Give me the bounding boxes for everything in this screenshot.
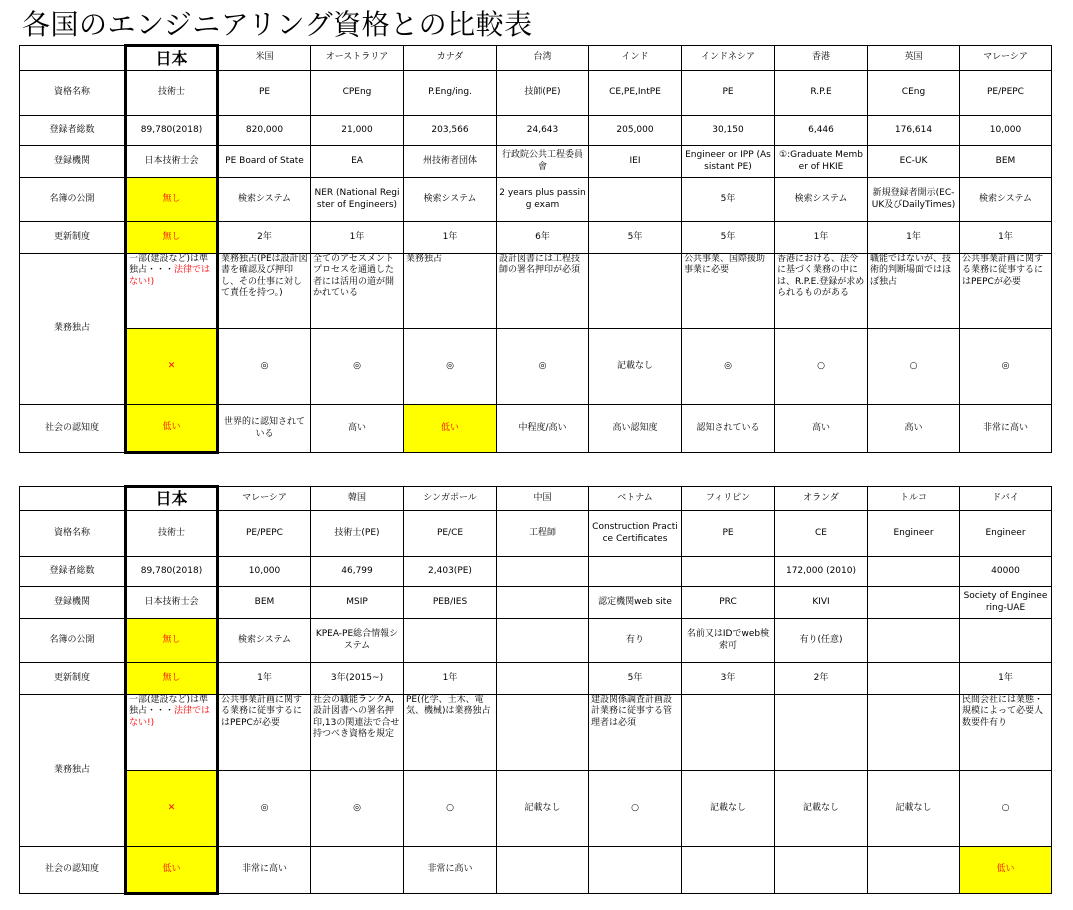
row-org [20,146,1052,178]
cell-symbol: ○ [589,771,682,847]
cell-name: R.P.E [775,71,868,116]
cell-public: 検索システム [775,178,868,222]
cell-public [960,619,1052,663]
cell-country: ドバイ [960,487,1052,511]
japan-cross-icon: ✕ [126,329,218,405]
cell-country: ベトナム [589,487,682,511]
japan-cross-icon: ✕ [126,771,218,847]
cell-org: 認定機関web site [589,587,682,619]
row-org [20,587,1052,619]
cell-name: CEng [868,71,960,116]
cell-renewal: 3年(2015~) [311,663,404,695]
cell-name: PE/PEPC [218,511,311,557]
cell-country: マレーシア [218,487,311,511]
cell-recognition: 低い [960,847,1052,894]
cell-monopoly [497,695,589,771]
label-renewal: 更新制度 [20,663,126,695]
japan-org: 日本技術士会 [126,587,218,619]
cell-recognition: 高い [311,405,404,453]
cell-count: 24,643 [497,116,589,146]
cell-name: PE [682,71,775,116]
cell-symbol: ◎ [682,329,775,405]
japan-name: 技術士 [126,71,218,116]
label-count: 登録者総数 [20,116,126,146]
cell-monopoly [775,695,868,771]
cell-count: 205,000 [589,116,682,146]
cell-symbol: ○ [960,771,1052,847]
cell-monopoly: 設計図書には工程技師の署名押印が必須 [497,254,589,329]
japan-monopoly-text-b: 法律ではない!) [129,706,211,728]
cell-renewal: 1年 [960,222,1052,254]
cell-monopoly [682,695,775,771]
cell-name: 技師(PE) [497,71,589,116]
corner-cell [20,487,126,511]
cell-renewal [868,663,960,695]
cell-count: 176,614 [868,116,960,146]
cell-monopoly: 建設関係調査計画設計業務に従事する管理者は必須 [589,695,682,771]
cell-name: PE/PEPC [960,71,1052,116]
cell-renewal: 2年 [775,663,868,695]
cell-country: オーストラリア [311,46,404,71]
cell-recognition: 高い認知度 [589,405,682,453]
row-country [20,487,1052,511]
row-public [20,619,1052,663]
japan-name: 技術士 [126,511,218,557]
cell-symbol: ◎ [497,329,589,405]
cell-count: 820,000 [218,116,311,146]
row-symbol [20,329,1052,405]
japan-count: 89,780(2018) [126,116,218,146]
cell-org: Society of Engineering-UAE [960,587,1052,619]
row-name [20,71,1052,116]
cell-country: 台湾 [497,46,589,71]
cell-recognition: 低い [404,405,497,453]
cell-renewal: 1年 [311,222,404,254]
cell-symbol: ◎ [218,329,311,405]
cell-public: 有り(任意) [775,619,868,663]
label-monopoly: 業務独占 [20,695,126,847]
japan-renewal: 無し [126,663,218,695]
cell-recognition: 世界的に認知されている [218,405,311,453]
japan-header: 日本 [126,487,218,511]
cell-renewal: 6年 [497,222,589,254]
row-count [20,557,1052,587]
cell-renewal: 5年 [589,222,682,254]
cell-name: CPEng [311,71,404,116]
cell-org: PE Board of State [218,146,311,178]
cell-country: フィリピン [682,487,775,511]
page-title: 各国のエンジニアリング資格との比較表 [22,8,533,41]
cell-count: 10,000 [218,557,311,587]
cell-renewal: 1年 [868,222,960,254]
cell-name: 工程師 [497,511,589,557]
cell-renewal [497,663,589,695]
cell-public [497,619,589,663]
japan-public: 無し [126,619,218,663]
cell-count: 40000 [960,557,1052,587]
cell-count: 203,566 [404,116,497,146]
cell-org: BEM [218,587,311,619]
cell-name: Engineer [868,511,960,557]
cell-country: 香港 [775,46,868,71]
cell-symbol: ◎ [404,329,497,405]
cell-country: 米国 [218,46,311,71]
cell-recognition: 非常に高い [218,847,311,894]
label-recognition: 社会の認知度 [20,847,126,894]
cell-public: KPEA-PE総合情報システム [311,619,404,663]
cell-count [497,557,589,587]
japan-monopoly-text-a: 一部(建設など)は準独占・・・ [129,254,209,276]
cell-country: オランダ [775,487,868,511]
cell-symbol: ○ [775,329,868,405]
japan-monopoly-text [126,695,218,771]
cell-recognition [868,847,960,894]
japan-monopoly-text [126,254,218,329]
cell-org: EA [311,146,404,178]
cell-org: BEM [960,146,1052,178]
cell-public: 新規登録者開示(EC-UK及びDailyTimes) [868,178,960,222]
cell-recognition [682,847,775,894]
cell-public: 有り [589,619,682,663]
cell-symbol: 記載なし [497,771,589,847]
japan-public: 無し [126,178,218,222]
cell-symbol: ◎ [960,329,1052,405]
cell-monopoly: 全てのアセスメントプロセスを通過した者には活用の道が開かれている [311,254,404,329]
row-monopoly [20,254,1052,329]
cell-recognition: 非常に高い [960,405,1052,453]
japan-header: 日本 [126,46,218,71]
cell-public: 検索システム [218,619,311,663]
japan-renewal: 無し [126,222,218,254]
cell-public: 検索システム [218,178,311,222]
cell-public: NER (National Register of Engineers) [311,178,404,222]
cell-country: シンガポール [404,487,497,511]
cell-public: 2 years plus passing exam [497,178,589,222]
row-public [20,178,1052,222]
label-org: 登録機関 [20,146,126,178]
cell-recognition: 中程度/高い [497,405,589,453]
cell-monopoly: 社会の職能ランクA,設計図書への署名押印,13の関連法で合せ持つべき資格を規定 [311,695,404,771]
cell-public [404,619,497,663]
cell-monopoly: 公共事業、国際援助事業に必要 [682,254,775,329]
cell-recognition: 高い [868,405,960,453]
cell-renewal: 5年 [682,222,775,254]
label-public: 名簿の公開 [20,619,126,663]
cell-count [682,557,775,587]
cell-recognition: 認知されている [682,405,775,453]
label-renewal: 更新制度 [20,222,126,254]
cell-public: 名前又はIDでweb検索可 [682,619,775,663]
cell-count: 2,403(PE) [404,557,497,587]
cell-org: IEI [589,146,682,178]
cell-monopoly: PE(化学、土木、電気、機械)は業務独占 [404,695,497,771]
cell-renewal: 3年 [682,663,775,695]
cell-name: PE [218,71,311,116]
cell-public: 検索システム [960,178,1052,222]
cell-country: 韓国 [311,487,404,511]
cell-org: KIVI [775,587,868,619]
row-name [20,511,1052,557]
cell-count [589,557,682,587]
cell-monopoly: 職能ではないが、技術的判断場面ではほぼ独占 [868,254,960,329]
cell-recognition [775,847,868,894]
row-country [20,46,1052,71]
cell-org [497,587,589,619]
cell-recognition [589,847,682,894]
cell-recognition [311,847,404,894]
cell-renewal: 5年 [589,663,682,695]
cell-symbol: 記載なし [775,771,868,847]
cell-name: Construction Practice Certificates [589,511,682,557]
cell-public [868,619,960,663]
cell-org: PEB/IES [404,587,497,619]
japan-monopoly-text-b: 法律ではない!) [129,265,211,287]
cell-monopoly: 公共事業計画に関する業務に従事するにはPEPCが必要 [960,254,1052,329]
cell-monopoly: 業務独占(PEは設計図書を確認及び押印し、その仕事に対して責任を持つ。) [218,254,311,329]
cell-country: カナダ [404,46,497,71]
cell-count: 6,446 [775,116,868,146]
cell-symbol: 記載なし [868,771,960,847]
cell-org [868,587,960,619]
cell-symbol: ○ [868,329,960,405]
label-monopoly: 業務独占 [20,254,126,405]
label-org: 登録機関 [20,587,126,619]
cell-name: CE,PE,IntPE [589,71,682,116]
cell-count [868,557,960,587]
row-renewal [20,222,1052,254]
cell-name: Engineer [960,511,1052,557]
japan-recognition: 低い [126,405,218,453]
cell-renewal: 1年 [404,222,497,254]
cell-count: 21,000 [311,116,404,146]
cell-org: MSIP [311,587,404,619]
corner-cell [20,46,126,71]
cell-renewal: 1年 [218,663,311,695]
cell-public: 検索システム [404,178,497,222]
comparison-table-1 [19,44,1052,454]
cell-symbol: ○ [404,771,497,847]
cell-monopoly: 民間会社には業態・規模によって必要人数要件有り [960,695,1052,771]
comparison-table-2 [19,485,1052,895]
cell-name: P.Eng/ing. [404,71,497,116]
cell-monopoly [868,695,960,771]
japan-org: 日本技術士会 [126,146,218,178]
cell-org: 行政院公共工程委員會 [497,146,589,178]
cell-org: PRC [682,587,775,619]
cell-name: CE [775,511,868,557]
japan-recognition: 低い [126,847,218,894]
cell-org: EC-UK [868,146,960,178]
cell-org: 州技術者団体 [404,146,497,178]
cell-symbol: 記載なし [682,771,775,847]
cell-renewal: 1年 [404,663,497,695]
cell-symbol: ◎ [311,771,404,847]
cell-count: 30,150 [682,116,775,146]
cell-public [589,178,682,222]
cell-count: 10,000 [960,116,1052,146]
cell-recognition: 高い [775,405,868,453]
cell-renewal: 1年 [960,663,1052,695]
cell-monopoly: 公共事業計画に関する業務に従事するにはPEPCが必要 [218,695,311,771]
cell-public: 5年 [682,178,775,222]
label-name: 資格名称 [20,511,126,557]
cell-count: 172,000 (2010) [775,557,868,587]
cell-symbol: ◎ [311,329,404,405]
cell-renewal: 1年 [775,222,868,254]
row-monopoly [20,695,1052,771]
cell-name: PE/CE [404,511,497,557]
cell-country: 中国 [497,487,589,511]
cell-symbol: ◎ [218,771,311,847]
row-count [20,116,1052,146]
cell-count: 46,799 [311,557,404,587]
cell-name: PE [682,511,775,557]
row-renewal [20,663,1052,695]
label-name: 資格名称 [20,71,126,116]
cell-org: Engineer or IPP (Assistant PE) [682,146,775,178]
cell-country: トルコ [868,487,960,511]
row-symbol [20,771,1052,847]
cell-country: インド [589,46,682,71]
cell-country: マレーシア [960,46,1052,71]
cell-country: インドネシア [682,46,775,71]
label-public: 名簿の公開 [20,178,126,222]
row-recognition [20,405,1052,453]
cell-symbol: 記載なし [589,329,682,405]
japan-count: 89,780(2018) [126,557,218,587]
cell-monopoly [589,254,682,329]
cell-org: ①:Graduate Member of HKIE [775,146,868,178]
cell-renewal: 2年 [218,222,311,254]
cell-recognition [497,847,589,894]
label-recognition: 社会の認知度 [20,405,126,453]
cell-country: 英国 [868,46,960,71]
label-count: 登録者総数 [20,557,126,587]
cell-monopoly: 香港における、法令に基づく業務の中には、R.P.E.登録が求められるものがある [775,254,868,329]
cell-recognition: 非常に高い [404,847,497,894]
cell-monopoly: 業務独占 [404,254,497,329]
japan-monopoly-text-a: 一部(建設など)は準独占・・・ [129,695,209,717]
row-recognition [20,847,1052,894]
cell-name: 技術士(PE) [311,511,404,557]
